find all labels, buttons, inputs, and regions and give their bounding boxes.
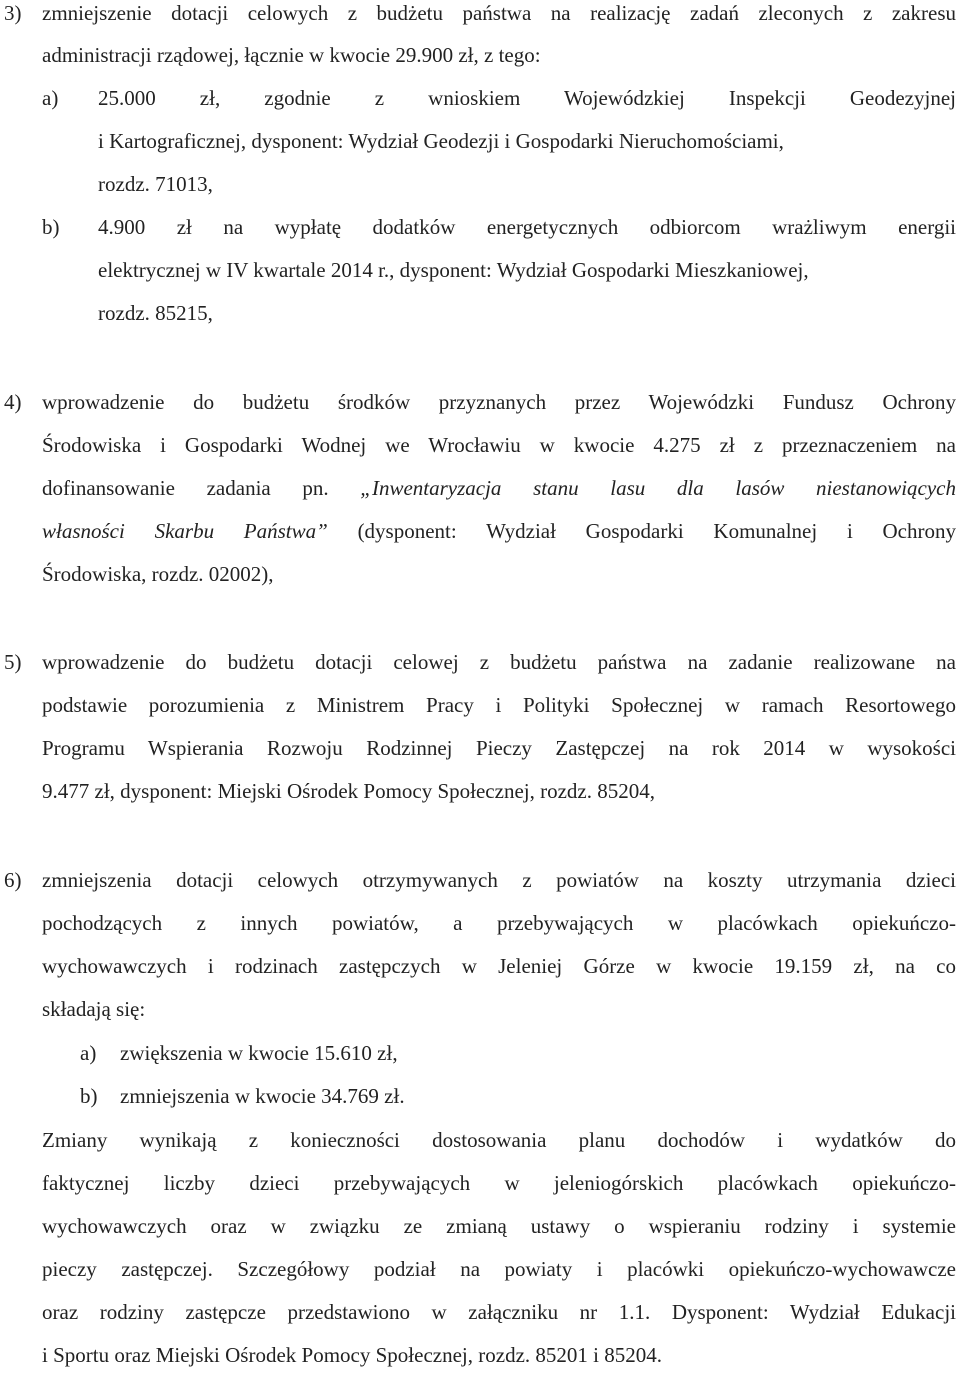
- item-4-line-4-rest: (dysponent: Wydział Gospodarki Komunalnej i Ochrony: [357, 519, 956, 543]
- item-5-line-1: wprowadzenie do budżetu dotacji celowej z budżetu państwa na zadanie realizowane na: [42, 650, 956, 674]
- item-4-line-3-prefix: dofinansowanie zadania pn.: [42, 476, 329, 500]
- item-6-note-line-3: wychowawczych oraz w związku ze zmianą ustawy o wspieraniu rodziny i systemie: [42, 1214, 956, 1238]
- item-5-line-4: 9.477 zł, dysponent: Miejski Ośrodek Pomocy Społecznej, rozdz. 85204,: [42, 779, 655, 803]
- item-3b-line-1: 4.900 zł na wypłatę dodatków energetycznych odbiorcom wrażliwym energii: [98, 215, 956, 239]
- item-6-note-line-6: i Sportu oraz Miejski Ośrodek Pomocy Społecznej, rozdz. 85201 i 85204.: [42, 1343, 662, 1367]
- item-6-line-1: zmniejszenia dotacji celowych otrzymywanych z powiatów na koszty utrzymania dzieci: [42, 868, 956, 892]
- item-6-number: 6): [4, 868, 22, 892]
- item-5-number: 5): [4, 650, 22, 674]
- item-5-line-2: podstawie porozumienia z Ministrem Pracy i Polityki Społecznej w ramach Resortowego: [42, 693, 956, 717]
- item-5-line-3: Programu Wspierania Rozwoju Rodzinnej Pieczy Zastępczej na rok 2014 w wysokości: [42, 736, 956, 760]
- item-6-note-line-5: oraz rodziny zastępcze przedstawiono w załączniku nr 1.1. Dysponent: Wydział Edukacji: [42, 1300, 956, 1324]
- item-6-note-line-1: Zmiany wynikają z konieczności dostosowania planu dochodów i wydatków do: [42, 1128, 956, 1152]
- item-3-line-2: administracji rządowej, łącznie w kwocie 29.900 zł, z tego:: [42, 43, 541, 67]
- item-4-project-title-part-2: własności Skarbu Państwa”: [42, 519, 328, 543]
- item-4-line-3: [42, 475, 956, 501]
- item-4-line-5: Środowiska, rozdz. 02002),: [42, 562, 274, 586]
- item-3b-letter: b): [42, 215, 60, 239]
- item-3a-letter: a): [42, 86, 59, 110]
- item-6b-letter: b): [80, 1084, 98, 1108]
- item-4-number: 4): [4, 390, 22, 414]
- item-6-note-line-4: pieczy zastępczej. Szczegółowy podział na powiaty i placówki opiekuńczo-wychowawcze: [42, 1257, 956, 1281]
- item-6-note-line-2: faktycznej liczby dzieci przebywających w jeleniogórskich placówkach opiekuńczo-: [42, 1171, 956, 1195]
- item-3a-line-2: i Kartograficznej, dysponent: Wydział Geodezji i Gospodarki Nieruchomościami,: [98, 129, 784, 153]
- item-4-line-1: wprowadzenie do budżetu środków przyznanych przez Wojewódzki Fundusz Ochrony: [42, 390, 956, 414]
- item-6-line-3: wychowawczych i rodzinach zastępczych w Jeleniej Górze w kwocie 19.159 zł, na co: [42, 954, 956, 978]
- item-3a-line-1: 25.000 zł, zgodnie z wnioskiem Wojewódzkiej Inspekcji Geodezyjnej: [98, 86, 956, 110]
- item-3-line-1: zmniejszenie dotacji celowych z budżetu państwa na realizację zadań zleconych z zakresu: [42, 1, 956, 25]
- item-6a-text: zwiększenia w kwocie 15.610 zł,: [120, 1041, 398, 1065]
- item-6-line-4: składają się:: [42, 997, 146, 1021]
- item-3b-line-2: elektrycznej w IV kwartale 2014 r., dysponent: Wydział Gospodarki Mieszkaniowej,: [98, 258, 809, 282]
- item-4-line-4: [42, 518, 956, 544]
- item-6a-letter: a): [80, 1041, 97, 1065]
- item-4-line-2: Środowiska i Gospodarki Wodnej we Wrocławiu w kwocie 4.275 zł z przeznaczeniem na: [42, 433, 956, 457]
- item-6-line-2: pochodzących z innych powiatów, a przebywających w placówkach opiekuńczo-: [42, 911, 956, 935]
- item-3a-line-3: rozdz. 71013,: [98, 172, 213, 196]
- item-4-project-title-part-1: „Inwentaryzacja stanu lasu dla lasów niestanowiących: [360, 476, 956, 500]
- item-6b-text: zmniejszenia w kwocie 34.769 zł.: [120, 1084, 405, 1108]
- item-3-number: 3): [4, 1, 22, 25]
- item-3b-line-3: rozdz. 85215,: [98, 301, 213, 325]
